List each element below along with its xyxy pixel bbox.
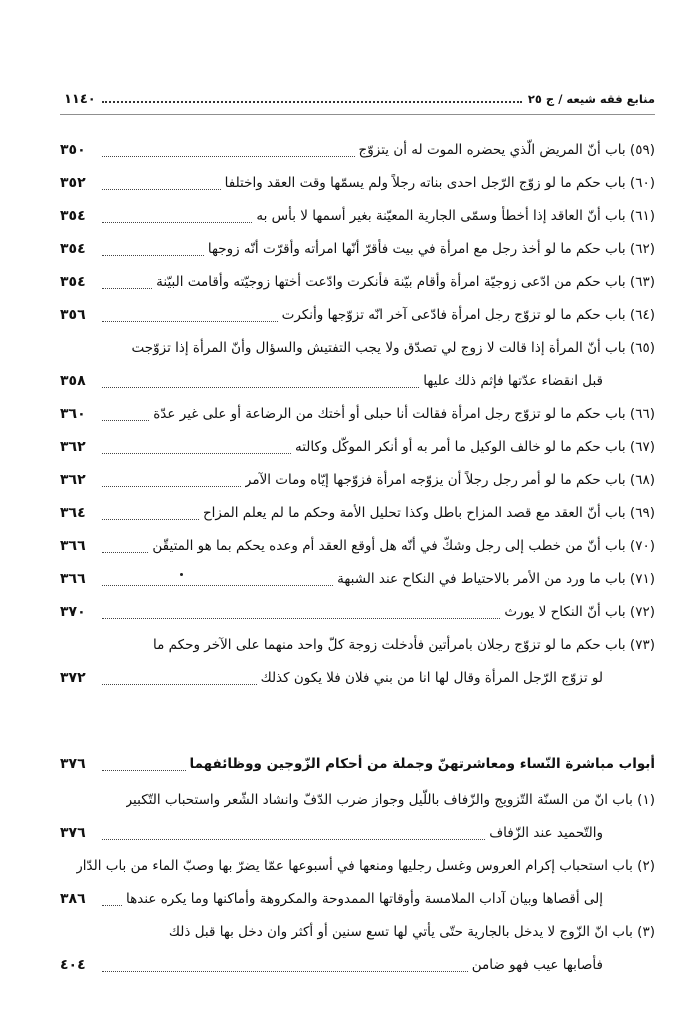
toc-entry [60,887,655,911]
entry-title: (٥٩) باب أنّ المريض الّذي يحضره الموت له أن يتزوّج [358,142,655,158]
entry-page-number: ٣٦٠ [60,406,86,422]
leader-dots [102,189,221,190]
entry-title: (٦٨) باب حكم ما لو أمر رجل رجلاً أن يزوّجه امرأة فزوّجها إيّاه ومات الآمر [244,472,655,488]
toc-entry [60,567,655,591]
leader-dots [102,552,148,553]
entry-page-number: ٣٧٠ [60,604,86,620]
entry-title: (٦٦) باب حكم ما لو تزوّج رجل امرأة فقالت أنا حبلى أو أختك من الرضاعة أو على غير عدّة [153,406,655,422]
entry-page-number: ٣٥٤ [60,241,86,257]
toc-entry [60,633,655,657]
entry-title: (٢) باب استحباب إكرام العروس وغسل رجليها ومنعها في أسبوعها عمّا يضرّ بها وصبّ الماء من باب الدّار [76,858,655,874]
toc-entry [60,303,655,327]
entry-page-number: ٣٥٨ [60,373,86,389]
entry-page-number: ٣٥٢ [60,175,86,191]
leader-dots [102,770,186,771]
toc-entry [60,138,655,162]
leader-dots [102,486,241,487]
toc-entry [60,600,655,624]
entry-title: إلى أقصاها وبيان آداب الملامسة وأوقاتها الممدوحة والمكروهة وأماكنها وما يكره عندها [126,891,603,907]
entry-title: أبواب مباشرة النّساء ومعاشرتهنّ وجملة من أحكام الزّوجين ووظائفهما [189,756,655,772]
entry-page-number: ٣٦٢ [60,472,86,488]
toc-entry [60,920,655,944]
toc-entry [60,854,655,878]
entry-title: (٦٩) باب أنّ العقد مع قصد المزاح باطل وكذا تحليل الأمة وحكم ما لم يعلم المزاح [202,505,655,521]
entry-page-number: ٣٨٦ [60,891,86,907]
toc-entry [60,270,655,294]
entry-page-number: ٣٧٦ [60,756,86,772]
entry-page-number: ٣٦٤ [60,505,86,521]
entry-title: (٦٤) باب حكم ما لو تزوّج رجل امرأة فادّعى آخر انّه تزوّجها وأنكرت [281,307,655,323]
section-heading [60,752,655,776]
entry-page-number: ٣٥٦ [60,307,86,323]
entry-page-number: ٣٥٠ [60,142,86,158]
entry-title: (٦٠) باب حكم ما لو زوّج الرّجل احدى بناته رجلاً ولم يسمّها وقت العقد واختلفا [224,175,655,191]
toc-entry [60,953,655,977]
leader-dots [102,222,252,223]
entry-page-number: ٣٥٤ [60,274,86,290]
leader-dots [102,255,204,256]
entry-title: (٧٣) باب حكم ما لو تزوّج رجلان بامرأتين فأدخلت زوجة كلّ واحد منهما على الآخر وحكم ما [153,637,655,653]
entry-title: فأصابها عيب فهو ضامن [471,957,603,973]
entry-title: (٦٢) باب حكم ما لو أخذ رجل مع امرأة في بيت فأقرّ أنّها امرأته وأقرّت أنّه زوجها [207,241,655,257]
page-header [60,88,655,110]
leader-dots [102,156,355,157]
book-title: منابع فقه شيعه / ج ٢٥ [527,92,655,106]
leader-dots [102,684,257,685]
entry-page-number: ٣٦٦ [60,571,86,587]
entry-page-number: ٣٧٢ [60,670,86,686]
entry-title: (٧٢) باب أنّ النكاح لا يورث [504,604,655,620]
toc-entry [60,501,655,525]
entry-title: (٦٧) باب حكم ما لو خالف الوكيل ما أمر به أو أنكر الموكّل وكالته [295,439,655,455]
entry-title: (٦٣) باب حكم من ادّعى زوجيّة امرأة وأقام بيّنة فأنكرت وادّعت أختها زوجيّته وأقامت البيّنة [156,274,655,290]
entry-page-number: ٤٠٤ [60,957,86,973]
leader-dots [102,585,333,586]
toc-entry [60,204,655,228]
entry-page-number: ٣٥٤ [60,208,86,224]
toc-entry [60,369,655,393]
entry-title: (٧١) باب ما ورد من الأمر بالاحتياط في النكاح عند الشبهة [337,571,655,587]
toc-entry [60,171,655,195]
toc-entry [60,666,655,690]
entry-title: (٧٠) باب أنّ من خطب إلى رجل وشكّ في أنّه هل أوقع العقد أم وعده يحكم بما هو المتيقّن [152,538,655,554]
leader-dots [102,321,278,322]
entry-page-number: ٣٦٦ [60,538,86,554]
toc-entry [60,821,655,845]
header-leader-dots [102,101,522,103]
entry-title: (٦٥) باب أنّ المرأة إذا قالت لا زوج لي تصدّق ولا يجب التفتيش والسؤال وأنّ المرأة إذا تزوّجت [131,340,655,356]
entry-title: (٦١) باب أنّ العاقد إذا أخطأ وسمّى الجارية المعيّنة بغير أسمها لا بأس به [256,208,655,224]
entry-title: (١) باب انّ من السنّة التّزويج والزّفاف باللّيل وجواز ضرب الدّفّ وانشاد الشّعر واستحباب التّكبير [125,792,655,808]
leader-dots [102,453,291,454]
toc-entry [60,435,655,459]
leader-dots [102,618,500,619]
entry-title: (٣) باب انّ الزّوج لا يدخل بالجارية حتّى يأتي لها تسع سنين أو أكثر وان دخل بها قبل ذلك [168,924,655,940]
toc-entry [60,468,655,492]
entry-title: والتّحميد عند الزّفاف [489,825,603,841]
entry-page-number: ٣٦٢ [60,439,86,455]
toc-entry [60,336,655,360]
leader-dots [102,839,485,840]
entry-title: قبل انقضاء عدّتها فإثم ذلك عليها [423,373,603,389]
leader-dots [102,288,152,289]
entry-page-number: ٣٧٦ [60,825,86,841]
entry-title: لو تزوّج الرّجل المرأة وقال لها انا من بني فلان فلا يكون كذلك [260,670,603,686]
leader-dots [102,971,468,972]
toc-entry [60,788,655,812]
toc-entry [60,534,655,558]
leader-dots [102,519,199,520]
leader-dots [102,905,122,906]
page-number: ١١٤٠ [64,91,96,107]
stray-mark [180,573,183,576]
toc-entry [60,402,655,426]
header-rule [60,114,655,115]
leader-dots [102,387,419,388]
toc-entry [60,237,655,261]
leader-dots [102,420,149,421]
